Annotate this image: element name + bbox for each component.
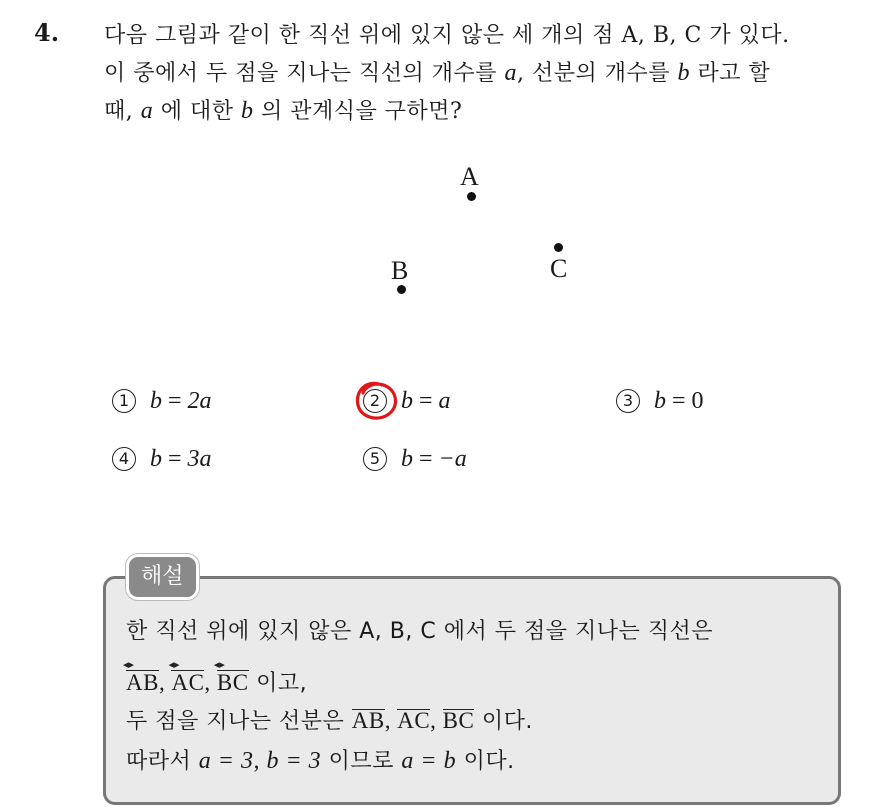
- answer-circle-mark: [352, 377, 400, 425]
- choice-number: 1: [112, 389, 136, 413]
- point-c-dot: [554, 243, 563, 252]
- choice-expr: b: [654, 388, 666, 414]
- choice-expr: b: [150, 446, 162, 472]
- choice-expr: =: [162, 446, 188, 472]
- point-b-label: B: [391, 256, 409, 285]
- choice-expr: b: [401, 446, 413, 472]
- segment-bc: BC: [442, 708, 475, 733]
- variable-b: b: [677, 60, 690, 86]
- question-number: 4.: [34, 18, 60, 47]
- explanation-math: a = b: [401, 748, 457, 774]
- explanation-line-4: [126, 744, 515, 775]
- choice-4[interactable]: [112, 446, 212, 473]
- line-bc: BC ◂▸: [217, 670, 249, 696]
- choice-expr: =: [666, 388, 692, 414]
- explanation-line-1: 한 직선 위에 있지 않은 A, B, C 에서 두 점을 지나는 직선은: [126, 619, 713, 644]
- question-text: 때,: [104, 99, 134, 124]
- question-text: 의 관계식을 구하면?: [261, 99, 463, 124]
- choice-expr: =: [162, 388, 188, 414]
- explanation-text: 따라서: [126, 749, 192, 774]
- choice-expr: a: [438, 388, 451, 414]
- variable-a: a: [140, 98, 154, 124]
- segment-ab: AB: [351, 708, 385, 733]
- line-ab: AB ◂▸: [126, 670, 159, 696]
- choice-expr: 2a: [187, 388, 212, 414]
- choice-expr: b: [401, 388, 413, 414]
- line-ac: AC ◂▸: [171, 670, 204, 696]
- question-line-3: [104, 94, 462, 125]
- choice-1[interactable]: [112, 388, 212, 415]
- question-text: 이 중에서 두 점을 지나는 직선의 개수를: [104, 61, 497, 86]
- explanation-line-3: 두 점을 지나는 선분은 AB, AC, BC 이다.: [126, 708, 533, 734]
- choice-number: 3: [616, 389, 640, 413]
- point-a-label: A: [460, 162, 479, 191]
- question-line-1: 다음 그림과 같이 한 직선 위에 있지 않은 세 개의 점 A, B, C 가 있다.: [104, 23, 790, 48]
- variable-b: b: [241, 98, 254, 124]
- choice-expr: b: [150, 388, 162, 414]
- segment-ac: AC: [397, 708, 431, 733]
- question-line-2: [104, 56, 770, 87]
- explanation-text: 이고,: [256, 671, 308, 696]
- explanation-text: 두 점을 지나는 선분은: [126, 709, 345, 734]
- choice-expr: −a: [438, 446, 467, 472]
- points-figure: [0, 150, 884, 320]
- explanation-text: 이므로: [328, 749, 394, 774]
- explanation-text: 이다.: [463, 749, 515, 774]
- explanation-math: a = 3, b = 3: [198, 748, 322, 774]
- choice-number: 2: [363, 389, 387, 413]
- choice-expr: =: [413, 388, 439, 414]
- choice-number: 5: [363, 447, 387, 471]
- point-c-label: C: [550, 254, 568, 283]
- point-b-dot: [397, 285, 406, 294]
- choice-3[interactable]: [616, 388, 704, 415]
- explanation-text: 이다.: [481, 709, 533, 734]
- question-text: 라고 할: [697, 61, 771, 86]
- choice-5[interactable]: [363, 446, 467, 473]
- question-text: , 선분의 개수를: [517, 61, 670, 86]
- explanation-line-2: AB ◂▸, AC ◂▸, BC ◂▸ 이고,: [126, 666, 307, 697]
- choice-expr: 3a: [187, 446, 212, 472]
- choice-expr: =: [413, 446, 439, 472]
- explanation-tag: 해설: [126, 554, 199, 600]
- point-a-dot: [467, 192, 476, 201]
- variable-a: a: [504, 60, 517, 86]
- choice-expr: 0: [691, 388, 704, 414]
- choice-number: 4: [112, 447, 136, 471]
- question-text: 에 대한: [160, 99, 234, 124]
